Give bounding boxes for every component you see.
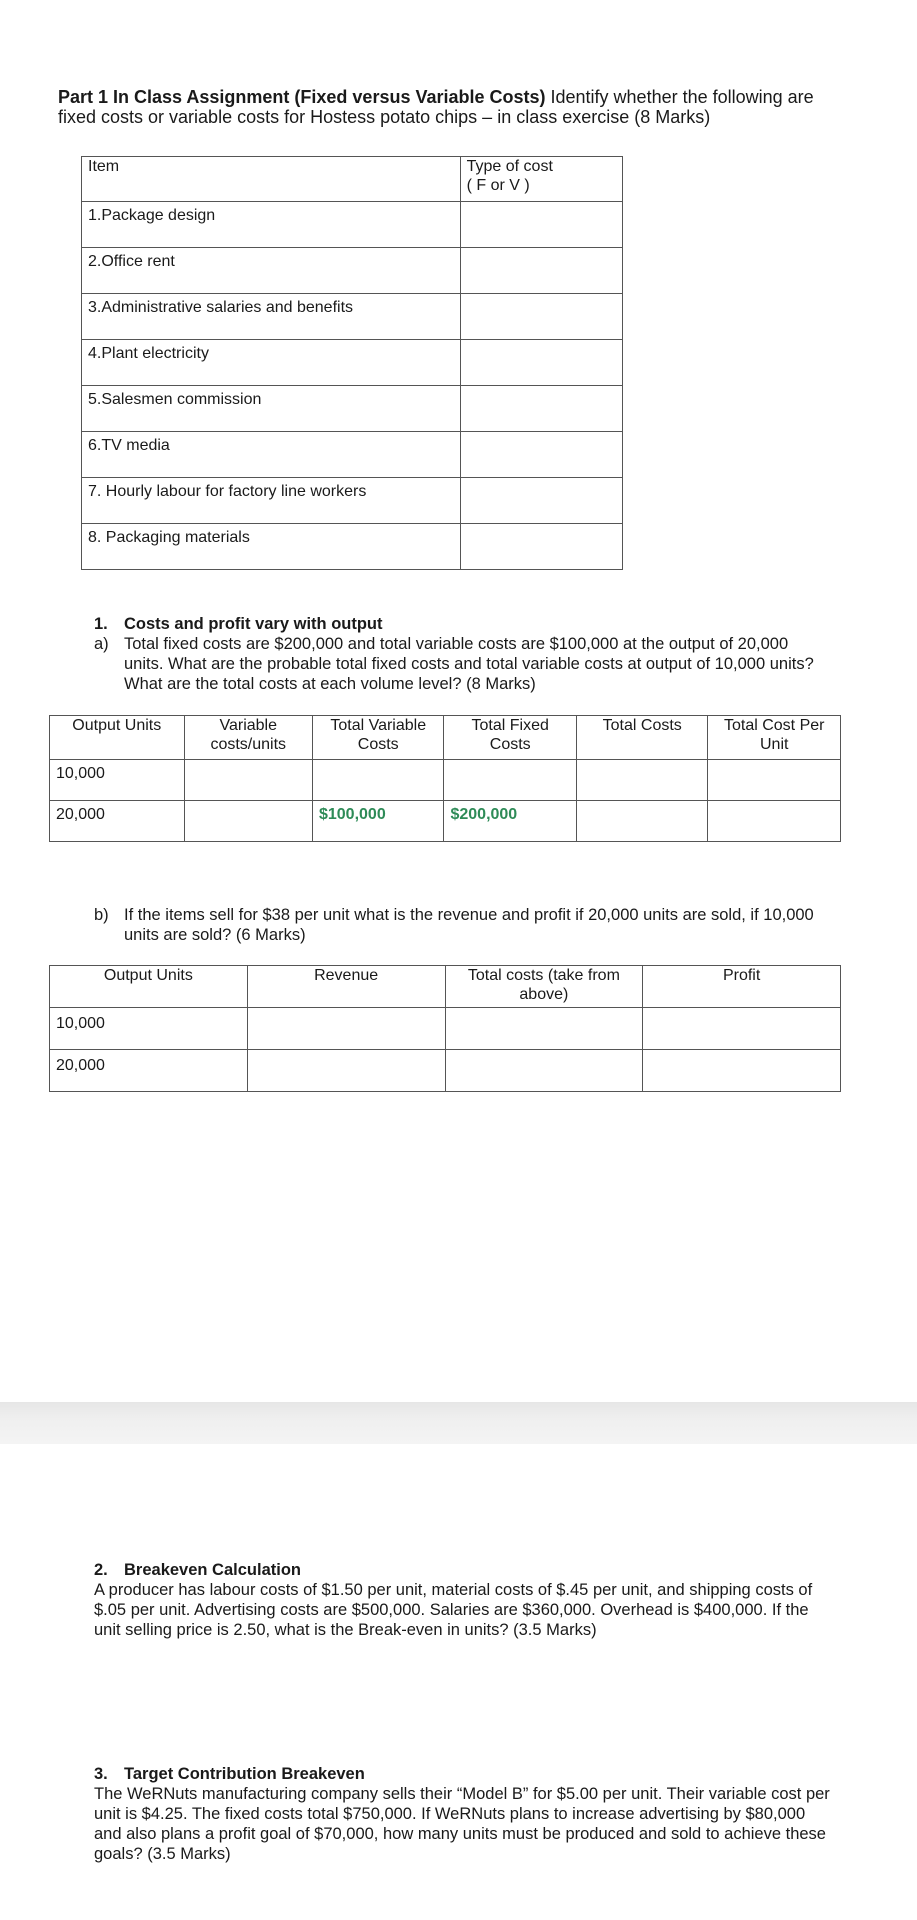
answer-cell[interactable]: [445, 1050, 643, 1092]
answer-cell[interactable]: [444, 760, 577, 801]
item-cell: 2.Office rent: [82, 248, 461, 294]
item-cell: 3.Administrative salaries and benefits: [82, 294, 461, 340]
table-row: [82, 340, 623, 386]
q2-number: 2.: [94, 1561, 108, 1579]
table-header-row: [50, 966, 841, 1008]
table-row: [50, 760, 841, 801]
item-cell: 7. Hourly labour for factory line workers: [82, 478, 461, 524]
header-total-costs: Total costs (take from above): [445, 966, 643, 1008]
item-cell: 1.Package design: [82, 202, 461, 248]
answer-cell[interactable]: [460, 524, 622, 570]
part1-intro: [58, 87, 848, 127]
output-units-cell: 20,000: [50, 801, 185, 842]
output-units-cell: 20,000: [50, 1050, 248, 1092]
answer-cell[interactable]: [445, 1008, 643, 1050]
q2-text: A producer has labour costs of $1.50 per unit, material costs of $.45 per unit, and shipping costs of $.05 per unit. Advertising costs are $500,000. Salaries are $360,000. Overhead is $400,000. If the unit selling price is 2.50, what is the Break-even in units? (3.5 Marks): [94, 1581, 813, 1639]
table-row: [82, 524, 623, 570]
header-type-of-cost: Type of cost ( F or V ): [460, 157, 622, 202]
table-row: [50, 801, 841, 842]
header-total-fixed-costs: Total Fixed Costs: [444, 716, 577, 760]
answer-cell[interactable]: [708, 760, 841, 801]
answer-cell[interactable]: [576, 760, 707, 801]
q3-title: Target Contribution Breakeven: [124, 1765, 365, 1783]
table-row: [82, 478, 623, 524]
header-output-units: Output Units: [50, 966, 248, 1008]
q1a-label: a): [94, 635, 109, 653]
output-units-cell: 10,000: [50, 1008, 248, 1050]
q2-title: Breakeven Calculation: [124, 1561, 301, 1579]
part1-title: Part 1 In Class Assignment (Fixed versus Variable Costs): [58, 87, 546, 107]
answer-cell[interactable]: [460, 294, 622, 340]
table-row: [50, 1008, 841, 1050]
answer-cell[interactable]: [576, 801, 707, 842]
page-break-divider: [0, 1402, 917, 1444]
answer-cell[interactable]: [184, 801, 312, 842]
table-row: [82, 202, 623, 248]
header-profit: Profit: [643, 966, 841, 1008]
answer-cell[interactable]: [247, 1008, 445, 1050]
table-row: [82, 432, 623, 478]
table-row: [82, 294, 623, 340]
revenue-profit-table: [49, 965, 841, 1092]
answer-cell[interactable]: [460, 340, 622, 386]
header-variable-costs-units: Variable costs/units: [184, 716, 312, 760]
answer-cell[interactable]: [643, 1008, 841, 1050]
header-item: Item: [82, 157, 461, 202]
header-total-cost-per-unit: Total Cost Per Unit: [708, 716, 841, 760]
q3-number: 3.: [94, 1765, 108, 1783]
table-row: [82, 386, 623, 432]
fixed-variable-table: [81, 156, 623, 570]
item-cell: 5.Salesmen commission: [82, 386, 461, 432]
answer-cell[interactable]: [460, 432, 622, 478]
item-cell: 8. Packaging materials: [82, 524, 461, 570]
header-revenue: Revenue: [247, 966, 445, 1008]
answer-cell[interactable]: [460, 478, 622, 524]
total-fixed-costs-value: $200,000: [444, 801, 577, 842]
table-header-row: [50, 716, 841, 760]
table-row: [82, 248, 623, 294]
header-total-costs: Total Costs: [576, 716, 707, 760]
q1-number: 1.: [94, 615, 108, 633]
cost-table: [49, 715, 841, 842]
answer-cell[interactable]: [184, 760, 312, 801]
q1b-text: If the items sell for $38 per unit what is the revenue and profit if 20,000 units are sold, if 10,000 units are sold? (6 Marks): [124, 906, 814, 944]
item-cell: 6.TV media: [82, 432, 461, 478]
item-cell: 4.Plant electricity: [82, 340, 461, 386]
answer-cell[interactable]: [247, 1050, 445, 1092]
answer-cell[interactable]: [460, 248, 622, 294]
answer-cell[interactable]: [708, 801, 841, 842]
output-units-cell: 10,000: [50, 760, 185, 801]
table-header-row: [82, 157, 623, 202]
answer-cell[interactable]: [460, 202, 622, 248]
q1a-text: Total fixed costs are $200,000 and total variable costs are $100,000 at the output of 20,000 units. What are the probable total fixed costs and total variable costs at output of 10,000 units? What are the total costs at each volume level? (8 Marks): [124, 635, 814, 693]
answer-cell[interactable]: [312, 760, 443, 801]
total-variable-costs-value: $100,000: [312, 801, 443, 842]
part1-instructions: Identify whether the following are fixed costs or variable costs for Hostess potato chips – in class exercise (8 Marks): [58, 87, 814, 127]
header-output-units: Output Units: [50, 716, 185, 760]
q1b-label: b): [94, 906, 109, 924]
q3-text: The WeRNuts manufacturing company sells their “Model B” for $5.00 per unit. Their variable cost per unit is $4.25. The fixed costs total $750,000. If WeRNuts plans to increase advertising by $80,000 and also plans a profit goal of $70,000, how many units must be produced and sold to achieve these goals? (3.5 Marks): [94, 1785, 830, 1863]
q1-title: Costs and profit vary with output: [124, 615, 383, 633]
answer-cell[interactable]: [643, 1050, 841, 1092]
answer-cell[interactable]: [460, 386, 622, 432]
header-total-variable-costs: Total Variable Costs: [312, 716, 443, 760]
table-row: [50, 1050, 841, 1092]
